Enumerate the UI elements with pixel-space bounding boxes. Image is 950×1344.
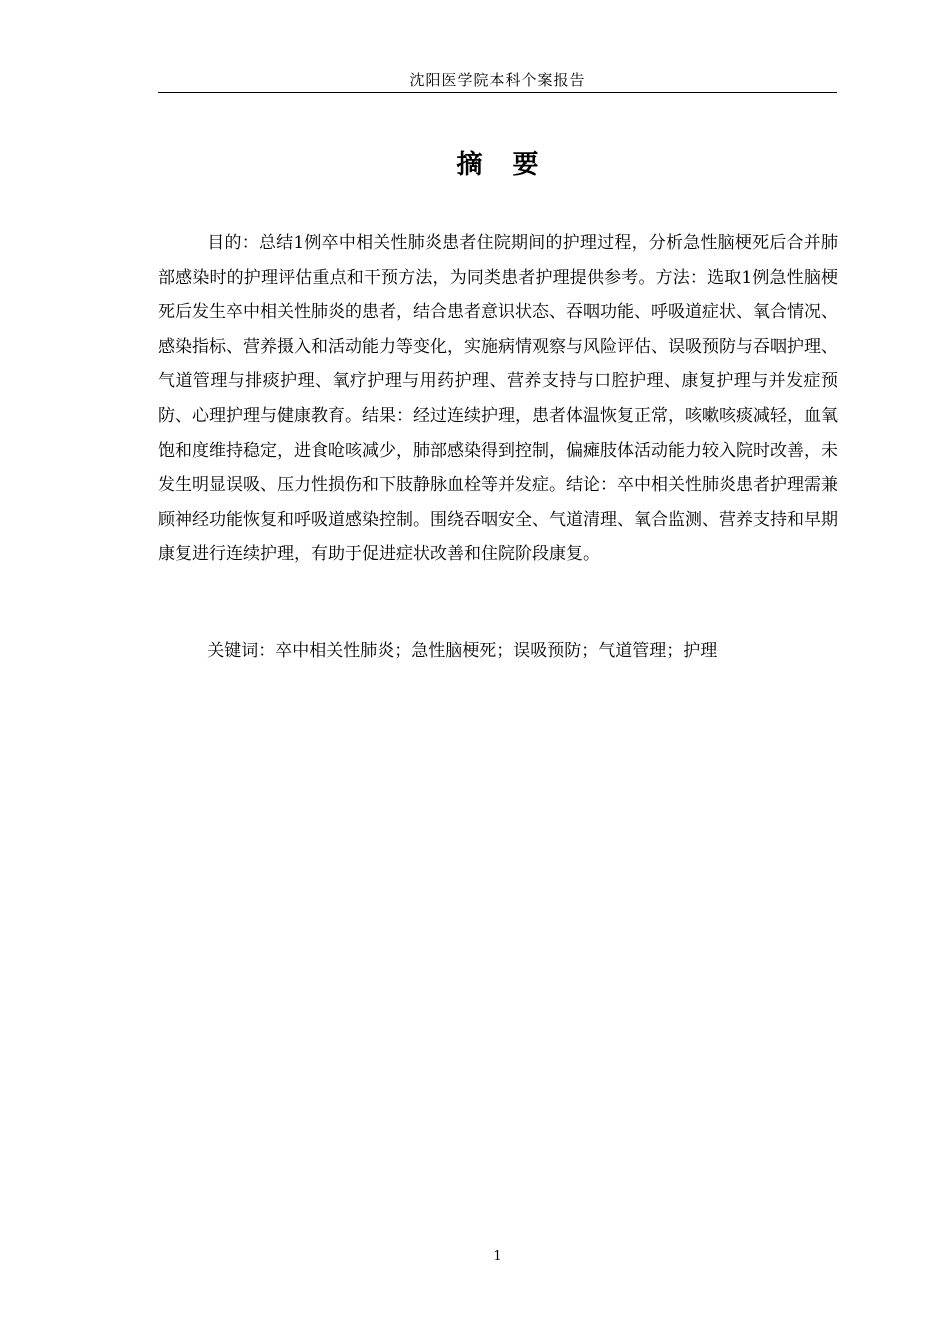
purpose-label: 目的：	[207, 233, 259, 253]
result-text: 经过连续护理，患者体温恢复正常，咳嗽咳痰减轻，血氧饱和度维持稳定，进食呛咳减少，肺部感染得到控制，偏瘫肢体活动能力较入院时改善，未发生明显误吸、压力性损伤和下肢静脉血栓等并发症。	[158, 405, 838, 496]
keywords-line	[158, 634, 838, 669]
method-text: 选取1例急性脑梗死后发生卒中相关性肺炎的患者，结合患者意识状态、吞咽功能、呼吸道症状、氧合情况、感染指标、营养摄入和活动能力等变化，实施病情观察与风险评估、误吸预防与吞咽护理、气道管理与排痰护理、氧疗护理与用药护理、营养支持与口腔护理、康复护理与并发症预防、心理护理与健康教育。	[158, 267, 839, 426]
result-label: 结果：	[362, 405, 413, 426]
running-header: 沈阳医学院本科个案报告	[409, 71, 586, 89]
conclusion-text: 卒中相关性肺炎患者护理需兼顾神经功能恢复和呼吸道感染控制。围绕吞咽安全、气道清理、氧合监测、营养支持和早期康复进行连续护理，有助于促进症状改善和住院阶段康复。	[158, 475, 838, 565]
header-rule	[158, 92, 837, 93]
method-label: 方法：	[655, 267, 708, 288]
page-number: 1	[493, 1249, 502, 1264]
abstract-body	[158, 226, 838, 572]
abstract-title: 摘要	[456, 150, 569, 180]
purpose-text: 总结1例卒中相关性肺炎患者住院期间的护理过程，分析急性脑梗死后合并肺部感染时的护理评估重点和干预方法，为同类患者护理提供参考。	[158, 233, 838, 288]
keywords-label: 关键词：	[207, 641, 276, 661]
conclusion-label: 结论：	[566, 475, 617, 496]
keywords-text: 卒中相关性肺炎；急性脑梗死；误吸预防；气道管理；护理	[275, 641, 718, 661]
